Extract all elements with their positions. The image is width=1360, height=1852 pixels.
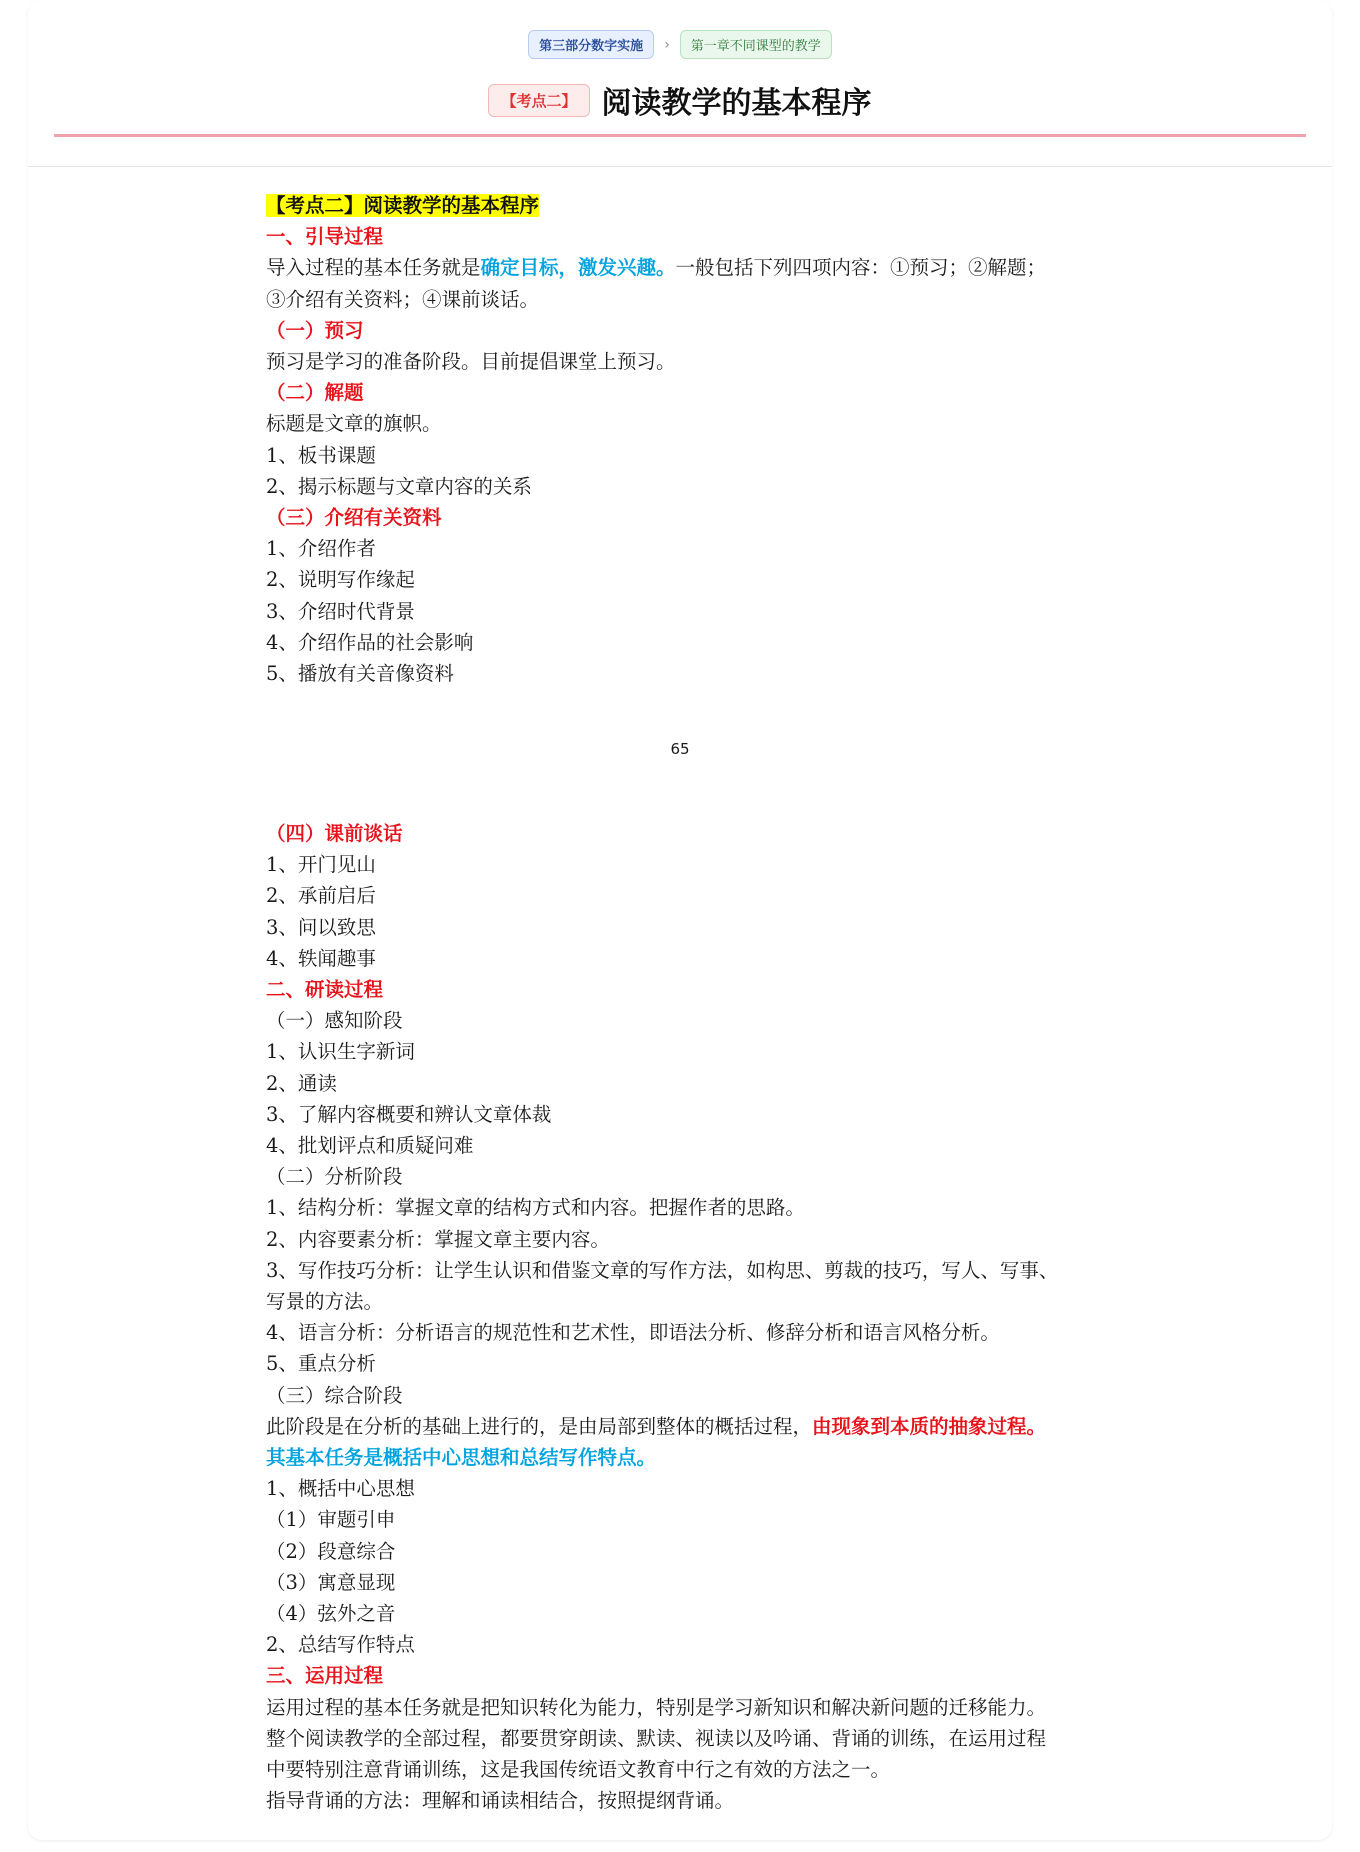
list-item: 4、批划评点和质疑问难 [266, 1134, 474, 1158]
list-item: 5、播放有关音像资料 [266, 662, 454, 686]
text-run: 一般包括下列四项内容：①预习；②解题； [675, 256, 1047, 280]
subsection-title: （四）课前谈话 [266, 822, 403, 845]
list-item: （1）审题引申 [266, 1508, 396, 1532]
page-title: 阅读教学的基本程序 [601, 86, 872, 121]
list-item: 1、认识生字新词 [266, 1040, 415, 1064]
paragraph: 预习是学习的准备阶段。目前提倡课堂上预习。 [266, 350, 676, 374]
breadcrumb-chapter[interactable]: 第一章不同课型的教学 [680, 30, 832, 59]
list-item: 2、承前启后 [266, 884, 376, 908]
page-number: 65 [670, 740, 690, 758]
list-item: 3、问以致思 [266, 915, 376, 939]
header-divider [54, 134, 1306, 137]
paragraph: 整个阅读教学的全部过程，都要贯穿朗读、默读、视读以及吟诵、背诵的训练，在运用过程 [266, 1726, 1047, 1750]
topic-badge: 【考点二】 [488, 84, 589, 117]
list-item: 4、介绍作品的社会影响 [266, 630, 474, 654]
list-item-continued: 写景的方法。 [266, 1290, 384, 1314]
doc-heading [266, 190, 1126, 221]
list-item: 5、重点分析 [266, 1352, 376, 1376]
paragraph [266, 1411, 1126, 1442]
paragraph [266, 252, 1126, 283]
list-item: 3、写作技巧分析：让学生认识和借鉴文章的写作方法，如构思、剪裁的技巧，写人、写事、 [266, 1258, 1059, 1282]
breadcrumb-part[interactable]: 第三部分数字实施 [528, 30, 654, 59]
subsection-title: （三）综合阶段 [266, 1383, 403, 1407]
list-item: （3）寓意显现 [266, 1570, 396, 1594]
section-divider [28, 166, 1332, 167]
paragraph: ③介绍有关资料；④课前谈话。 [266, 287, 540, 311]
chevron-right-icon: › [664, 36, 670, 53]
paragraph: 运用过程的基本任务就是把知识转化为能力，特别是学习新知识和解决新问题的迁移能力。 [266, 1695, 1047, 1719]
subsection-title: （一）预习 [266, 318, 364, 342]
text-run: 导入过程的基本任务就是 [266, 256, 481, 280]
list-item: 2、说明写作缘起 [266, 568, 415, 592]
paragraph: 标题是文章的旗帜。 [266, 412, 442, 436]
list-item: 2、内容要素分析：掌握文章主要内容。 [266, 1227, 610, 1251]
list-item: （2）段意综合 [266, 1539, 396, 1563]
subsection-title: （二）解题 [266, 381, 364, 405]
page-header [0, 78, 1360, 122]
paragraph: 指导背诵的方法：理解和诵读相结合，按照提纲背诵。 [266, 1789, 735, 1813]
list-item: 4、轶闻趣事 [266, 946, 376, 970]
subsection-title: （三）介绍有关资料 [266, 506, 442, 530]
subsection-title: （一）感知阶段 [266, 1009, 403, 1033]
text-run: 此阶段是在分析的基础上进行的，是由局部到整体的概括过程， [266, 1414, 813, 1438]
section-title: 一、引导过程 [266, 225, 384, 249]
emphasis-text: 由现象到本质的抽象过程。 [812, 1414, 1047, 1438]
list-item: 2、揭示标题与文章内容的关系 [266, 474, 532, 498]
section-title: 三、运用过程 [266, 1664, 384, 1688]
doc-heading-text: 【考点二】阅读教学的基本程序 [266, 194, 540, 217]
list-item: 3、了解内容概要和辨认文章体裁 [266, 1102, 552, 1126]
list-item: 2、总结写作特点 [266, 1633, 415, 1657]
list-item: 1、概括中心思想 [266, 1477, 415, 1501]
list-item: 1、介绍作者 [266, 537, 376, 561]
subsection-title: （二）分析阶段 [266, 1165, 403, 1189]
document-body-part1 [266, 190, 1126, 689]
section-title: 二、研读过程 [266, 978, 384, 1002]
list-item: 4、语言分析：分析语言的规范性和艺术性，即语法分析、修辞分析和语言风格分析。 [266, 1321, 1000, 1345]
list-item: 2、通读 [266, 1071, 337, 1095]
paragraph: 中要特别注意背诵训练，这是我国传统语文教育中行之有效的方法之一。 [266, 1758, 891, 1782]
breadcrumb [0, 30, 1360, 59]
list-item: 3、介绍时代背景 [266, 599, 415, 623]
emphasis-paragraph: 其基本任务是概括中心思想和总结写作特点。 [266, 1446, 657, 1470]
emphasis-text: 确定目标，激发兴趣。 [480, 256, 676, 280]
document-body-part2 [266, 818, 1126, 1817]
list-item: 1、开门见山 [266, 853, 376, 877]
list-item: 1、板书课题 [266, 443, 376, 467]
list-item: （4）弦外之音 [266, 1602, 396, 1626]
list-item: 1、结构分析：掌握文章的结构方式和内容。把握作者的思路。 [266, 1196, 805, 1220]
